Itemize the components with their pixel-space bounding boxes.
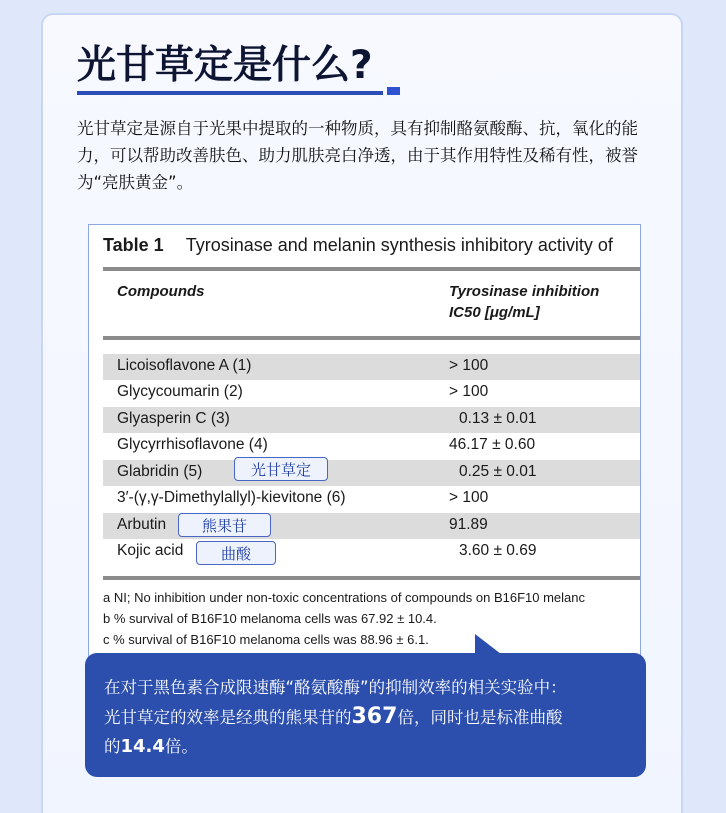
ic50-value: 46.17 ± 0.60	[449, 436, 536, 453]
callout-line-2	[104, 702, 626, 732]
col-ic50-2: IC50 [μg/mL]	[449, 304, 540, 321]
table-row	[103, 354, 641, 380]
summary-callout	[85, 653, 646, 777]
ic50-value: 0.25 ± 0.01	[459, 463, 537, 480]
compound-name: Arbutin	[117, 516, 167, 533]
compound-name: Kojic acid	[117, 542, 184, 559]
callout-line-1: 在对于黑色素合成限速酶“酪氨酸酶”的抑制效率的相关实验中：	[104, 678, 567, 697]
intro-paragraph: 光甘草定是源自于光果中提取的一种物质，具有抑制酪氨酸酶、抗，氧化的能力，可以帮助改善肤色、助力肌肤亮白净透，由于其作用特性及稀有性，被誉为“亮肤黄金”。	[77, 119, 638, 192]
compound-name: Licoisoflavone A (1)	[117, 357, 252, 374]
callout-number: 14.4	[120, 736, 165, 757]
ic50-value: > 100	[449, 489, 489, 506]
ic50-value: 0.13 ± 0.01	[459, 410, 537, 427]
tag-kojic: 曲酸	[196, 541, 276, 565]
tag-arbutin: 熊果苷	[178, 513, 271, 537]
footnote-b: b % survival of B16F10 melanoma cells was 67.92 ± 10.4.	[103, 611, 437, 626]
tag-glabridin: 光甘草定	[234, 457, 328, 481]
compound-name: Glyasperin C (3)	[117, 410, 230, 427]
compound-name: Glycyrrhisoflavone (4)	[117, 436, 268, 453]
table-row	[103, 433, 641, 459]
ic50-value: 91.89	[449, 516, 488, 533]
table-row	[103, 486, 641, 512]
heading	[77, 43, 373, 89]
callout-text: 的	[104, 737, 121, 756]
table-bottom-rule	[103, 576, 641, 580]
callout-pointer	[475, 634, 501, 654]
footnote-a: a NI; No inhibition under non-toxic concentrations of compounds on B16F10 melanc	[103, 590, 586, 605]
title-underline	[77, 91, 383, 95]
table-row	[103, 539, 641, 565]
ic50-value: 3.60 ± 0.69	[459, 542, 537, 559]
ic50-value: > 100	[449, 383, 489, 400]
callout-number: 367	[351, 704, 398, 729]
callout-text: 倍。	[164, 737, 198, 756]
callout-text: 倍，同时也是标准曲酸	[397, 708, 563, 727]
table-row	[103, 460, 641, 486]
table-image	[88, 224, 641, 702]
ic50-value: > 100	[449, 357, 489, 374]
table-top-rule	[103, 267, 641, 271]
compound-name: Glabridin (5)	[117, 463, 203, 480]
table-label: Table 1	[103, 235, 164, 255]
table-row	[103, 380, 641, 406]
compound-name: 3′-(γ,γ-Dimethylallyl)-kievitone (6)	[117, 489, 346, 506]
callout-text: 光甘草定的效率是经典的熊果苷的	[104, 708, 352, 727]
table-header-rule	[103, 336, 641, 340]
footnote-c: c % survival of B16F10 melanoma cells was 88.96 ± 6.1.	[103, 632, 429, 647]
callout-line-3	[104, 732, 626, 761]
table-caption: Tyrosinase and melanin synthesis inhibitory activity of	[185, 235, 613, 255]
table-title	[103, 235, 613, 256]
page-title: 光甘草定是什么?	[77, 43, 373, 88]
col-ic50-1: Tyrosinase inhibition	[449, 283, 600, 300]
title-accent-block	[387, 87, 400, 95]
compound-name: Glycycoumarin (2)	[117, 383, 243, 400]
col-compounds: Compounds	[117, 283, 205, 300]
table-row	[103, 407, 641, 433]
